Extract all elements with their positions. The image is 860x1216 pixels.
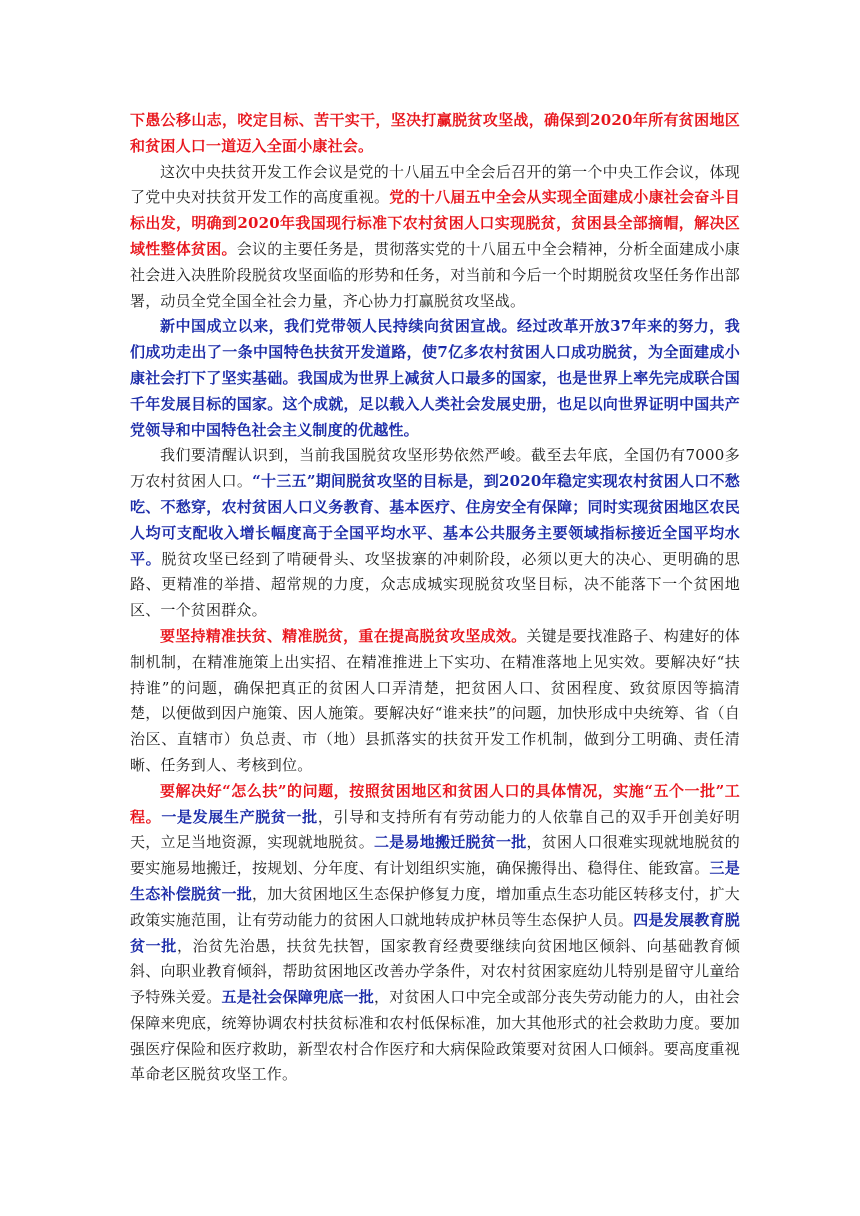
highlight-red: 下愚公移山志，咬定目标、苦干实干，坚决打赢脱贫攻坚战，确保到2020年所有贫困地区和贫困人口一道迈入全面小康社会。 — [130, 111, 740, 155]
body-text: 关键是要找准路子、构建好的体制机制，在精准施策上出实招、在精准推进上下实功、在精准落地上见实效。要解决好“扶持谁”的问题，确保把真正的贫困人口弄清楚，把贫困人口、贫困程度、致贫原因等搞清楚，以便做到因户施策、因人施策。要解决好“谁来扶”的问题，加快形成中央统筹、省（自治区、直辖市）负总责、市（地）县抓落实的扶贫开发工作机制，做到分工明确、责任清晰、任务到人、考核到位。 — [130, 626, 740, 774]
highlight-red: 要解决好“怎么扶”的问题，按照贫困地区和贫困人口的具体情况，实施“五个一批”工程。 — [130, 781, 740, 826]
body-text: 会议的主要任务是，贯彻落实党的十八届五中全会精神，分析全面建成小康社会进入决胜阶段脱贫攻坚面临的形势和任务，对当前和今后一个时期脱贫攻坚任务作出部署，动员全党全国全社会力量，齐心协力打赢脱贫攻坚战。 — [130, 239, 740, 310]
body-text: 这次中央扶贫开发工作会议是党的十八届五中全会后召开的第一个中央工作会议，体现了党中央对扶贫开发工作的高度重视。 — [130, 162, 740, 207]
paragraph-6 — [130, 779, 740, 1089]
highlight-blue: 三是生态补偿脱贫一批 — [130, 859, 740, 903]
body-text: 我们要清醒认识到，当前我国脱贫攻坚形势依然严峻。截至去年底，全国仍有7000多万农村贫困人口。 — [130, 446, 740, 491]
body-text: ，加大贫困地区生态保护修复力度，增加重点生态功能区转移支付，扩大政策实施范围，让有劳动能力的贫困人口就地转成护林员等生态保护人员。 — [130, 884, 740, 929]
paragraph-5 — [130, 624, 740, 779]
body-text: 脱贫攻坚已经到了啃硬骨头、攻坚拔寨的冲刺阶段，必须以更大的决心、更明确的思路、更精准的举措、超常规的力度，众志成城实现脱贫攻坚目标，决不能落下一个贫困地区、一个贫困群众。 — [130, 549, 740, 620]
paragraph-2 — [130, 160, 740, 315]
body-text: ，治贫先治愚，扶贫先扶智，国家教育经费要继续向贫困地区倾斜、向基础教育倾斜、向职业教育倾斜，帮助贫困地区改善办学条件，对农村贫困家庭幼儿特别是留守儿童给予特殊关爱。 — [130, 936, 740, 1007]
highlight-blue: 五是社会保障兜底一批 — [221, 988, 375, 1007]
highlight-blue: 二是易地搬迁脱贫一批 — [374, 833, 527, 852]
highlight-blue: 一是发展生产脱贫一批 — [161, 807, 318, 826]
highlight-blue: 新中国成立以来，我们党带领人民持续向贫困宣战。经过改革开放37年来的努力，我们成功走出了一条中国特色扶贫开发道路，使7亿多农村贫困人口成功脱贫，为全面建成小康社会打下了坚实基础。我国成为世界上减贫人口最多的国家，也是世界上率先完成联合国千年发展目标的国家。这个成就，足以载入人类社会发展史册，也足以向世界证明中国共产党领导和中国特色社会主义制度的优越性。 — [130, 317, 740, 439]
paragraph-1 — [130, 108, 740, 160]
document-page — [130, 108, 740, 1088]
highlight-red: 党的十八届五中全会从实现全面建成小康社会奋斗目标出发，明确到2020年我国现行标准下农村贫困人口实现脱贫，贫困县全部摘帽，解决区域性整体贫困。 — [130, 188, 741, 258]
body-text: ，贫困人口很难实现就地脱贫的要实施易地搬迁，按规划、分年度、有计划组织实施，确保搬得出、稳得住、能致富。 — [130, 833, 740, 878]
paragraph-3 — [130, 314, 740, 443]
body-text: ，对贫困人口中完全或部分丧失劳动能力的人，由社会保障来兜底，统筹协调农村扶贫标准和农村低保标准，加大其他形式的社会救助力度。要加强医疗保险和医疗救助，新型农村合作医疗和大病保险政策要对贫困人口倾斜。要高度重视革命老区脱贫攻坚工作。 — [130, 988, 740, 1084]
paragraph-4 — [130, 443, 740, 624]
highlight-red: 要坚持精准扶贫、精准脱贫，重在提高脱贫攻坚成效。 — [160, 626, 527, 645]
highlight-blue: “十三五”期间脱贫攻坚的目标是，到2020年稳定实现农村贫困人口不愁吃、不愁穿，农村贫困人口义务教育、基本医疗、住房安全有保障；同时实现贫困地区农民人均可支配收入增长幅度高于全国平均水平、基本公共服务主要领域指标接近全国平均水平。 — [130, 472, 740, 568]
highlight-blue: 四是发展教育脱贫一批 — [130, 910, 741, 955]
body-text: ，引导和支持所有有劳动能力的人依靠自己的双手开创美好明天，立足当地资源，实现就地脱贫。 — [130, 807, 740, 852]
